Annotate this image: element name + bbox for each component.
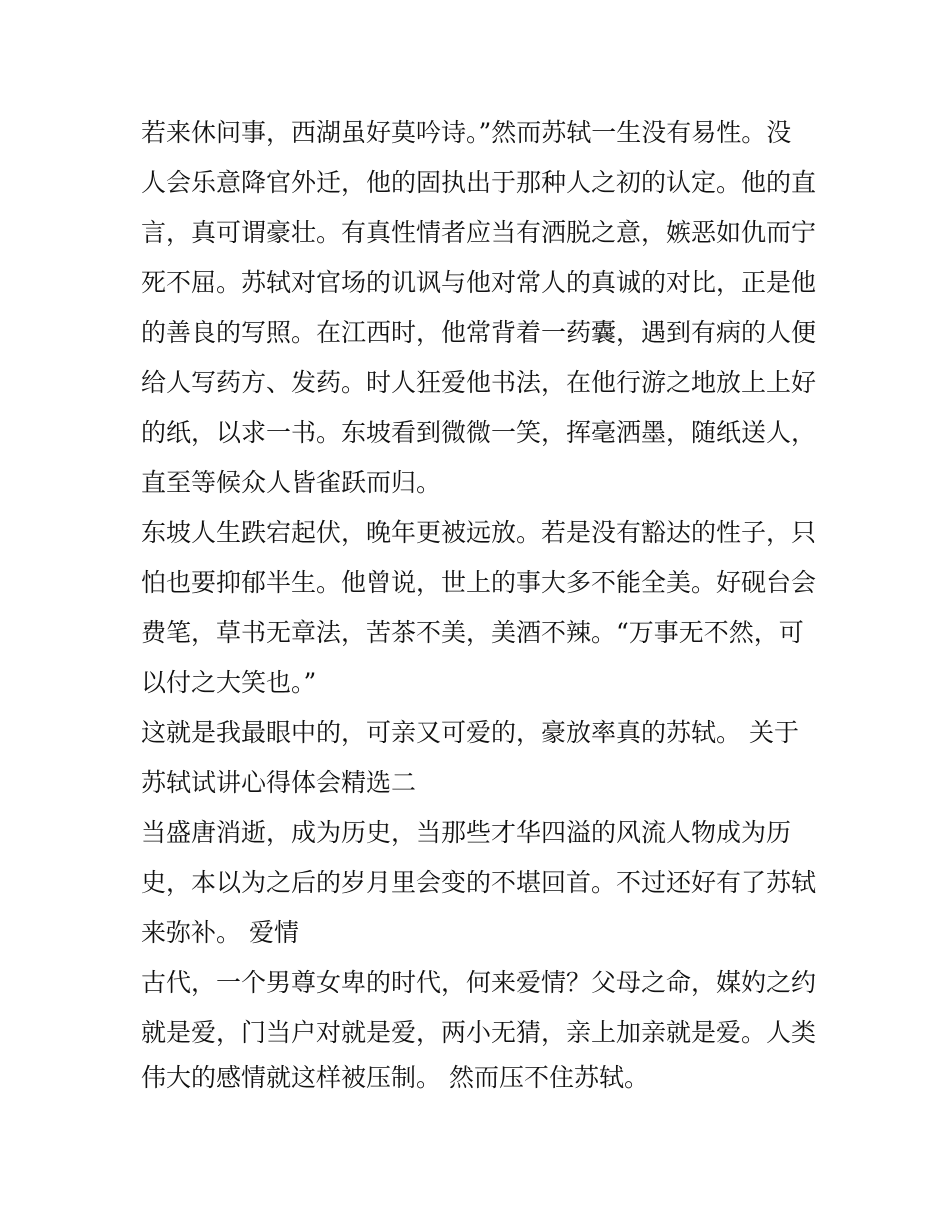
text-line: 费笔，草书无章法，苦茶不美，美酒不辣。“万事无不然，可: [141, 618, 804, 647]
text-line: 东坡人生跌宕起伏，晚年更被远放。若是没有豁达的性子，只: [141, 518, 817, 547]
paragraph-2: [141, 508, 821, 708]
text-line: 伟大的感情就这样被压制。 然而压不住苏轼。: [141, 1063, 649, 1092]
text-line: 怕也要抑郁半生。他曾说，世上的事大多不能全美。好砚台会: [141, 568, 817, 597]
paragraph-1: [141, 108, 821, 508]
text-line: 史，本以为之后的岁月里会变的不堪回首。不过还好有了苏轼: [141, 868, 817, 897]
text-line: 死不屈。苏轼对官场的讥讽与他对常人的真诚的对比，正是他: [141, 268, 817, 297]
text-line: 以付之大笑也。”: [141, 668, 317, 697]
text-line: 给人写药方、发药。时人狂爱他书法，在他行游之地放上上好: [141, 368, 817, 397]
text-line: 这就是我最眼中的，可亲又可爱的，豪放率真的苏轼。 关于: [141, 718, 799, 747]
document-body: [141, 108, 821, 1098]
text-line: 古代，一个男尊女卑的时代，何来爱情？父母之命，媒妁之约: [141, 968, 817, 997]
text-line: 若来休问事，西湖虽好莫吟诗。”然而苏轼一生没有易性。没: [141, 118, 792, 147]
text-line: 的善良的写照。在江西时，他常背着一药囊，遇到有病的人便: [141, 318, 817, 347]
text-line: 的纸，以求一书。东坡看到微微一笑，挥毫洒墨，随纸送人，: [141, 418, 817, 447]
text-line: 直至等候众人皆雀跃而归。: [141, 468, 442, 497]
paragraph-3: [141, 708, 821, 808]
text-line: 言，真可谓豪壮。有真性情者应当有洒脱之意，嫉恶如仇而宁: [141, 218, 817, 247]
text-line: 就是爱，门当户对就是爱，两小无猜，亲上加亲就是爱。人类: [141, 1018, 817, 1047]
paragraph-4: [141, 808, 821, 958]
text-line: 当盛唐消逝，成为历史，当那些才华四溢的风流人物成为历: [141, 818, 792, 847]
text-line: 人会乐意降官外迁，他的固执出于那种人之初的认定。他的直: [141, 168, 817, 197]
text-line: 来弥补。 爱情: [141, 918, 299, 947]
section-heading: 苏轼试讲心得体会精选二: [141, 768, 417, 797]
paragraph-5: [141, 958, 821, 1098]
